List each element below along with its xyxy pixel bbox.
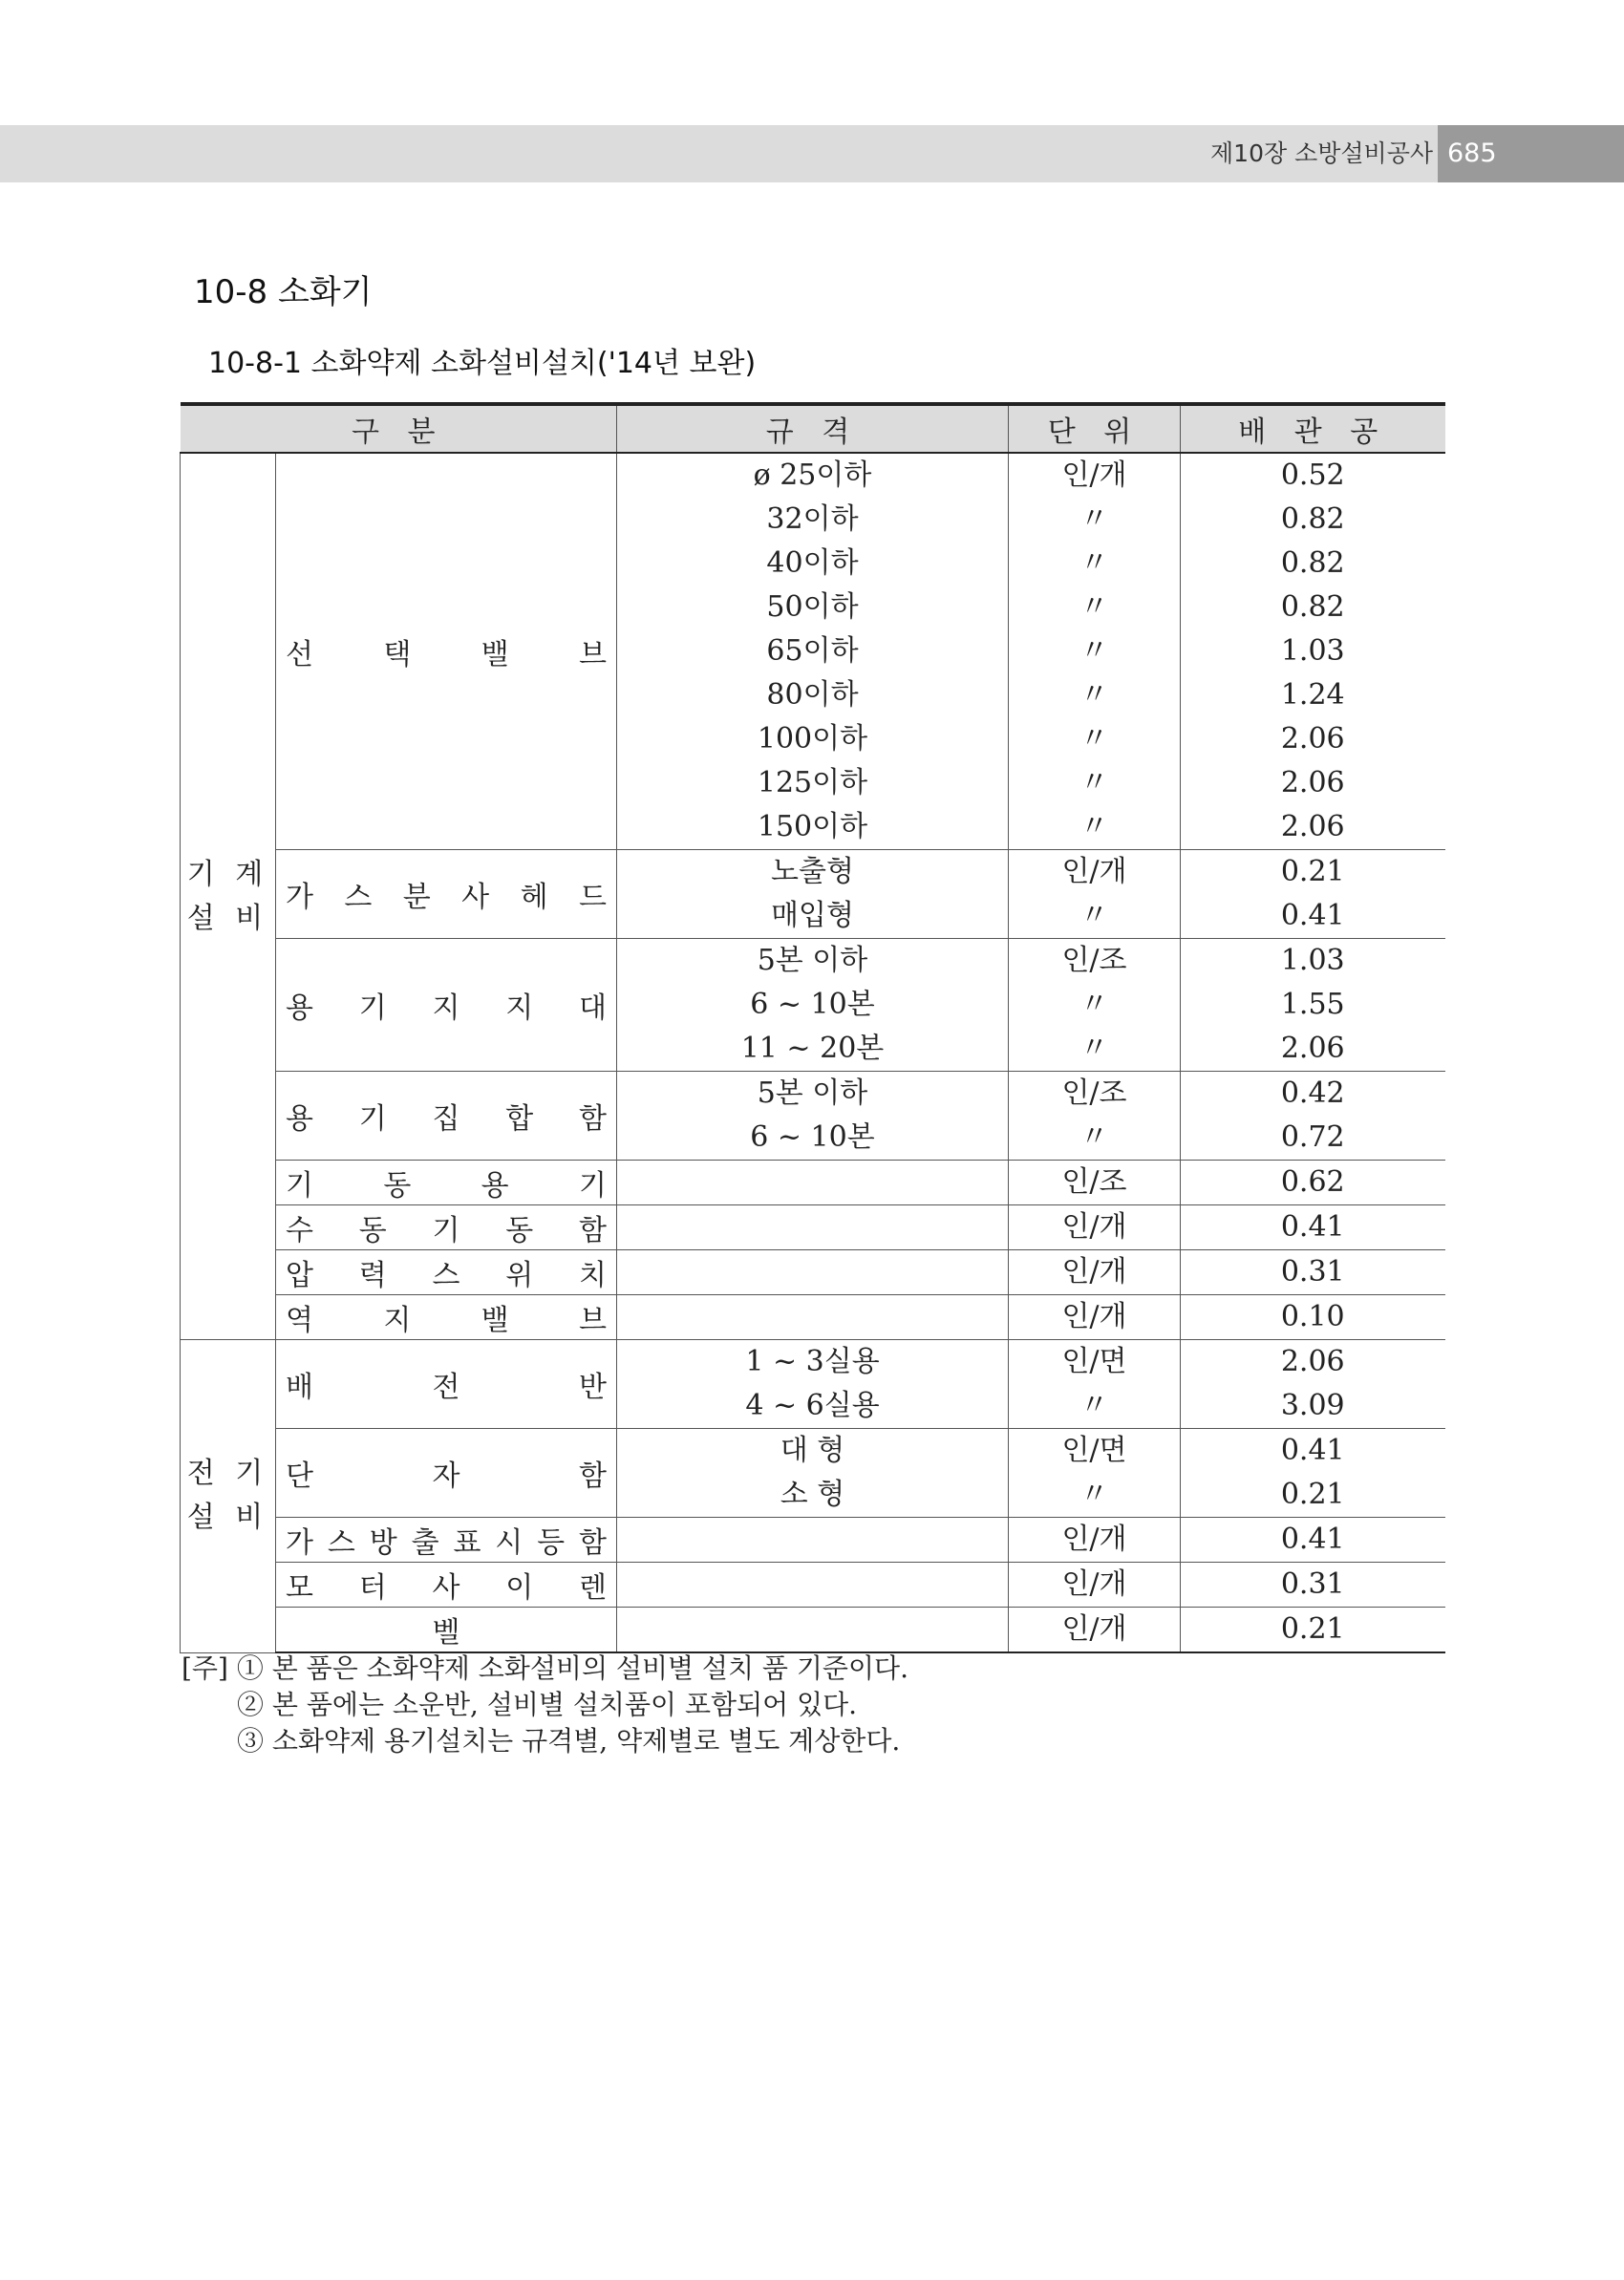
- spec-text: 11 ~ 20본: [740, 1032, 885, 1065]
- note-prefix: [주]: [182, 1652, 228, 1684]
- value-cell: [1181, 850, 1445, 939]
- header-division: 구 분: [181, 404, 617, 453]
- value-text: 0.82: [1280, 502, 1345, 536]
- spec-text: 6 ~ 10본: [750, 988, 875, 1021]
- spec-cell: [617, 850, 1009, 939]
- spec-text: 5본 이하: [757, 1076, 868, 1110]
- spec-cell: [617, 1563, 1009, 1608]
- item-name-char: 자: [432, 1460, 460, 1493]
- spec-text: 32이하: [766, 502, 859, 536]
- table-row: [181, 1563, 1445, 1608]
- item-name-char: 합: [505, 1102, 534, 1136]
- item-name-char: 위: [505, 1259, 534, 1292]
- item-name-char: 시: [495, 1526, 524, 1560]
- category-label: 설 비: [186, 1501, 269, 1535]
- note-line: [182, 1687, 908, 1723]
- item-name-char: 함: [579, 1102, 607, 1136]
- section-title: 10-8 소화기: [194, 273, 373, 311]
- unit-text: 인/개: [1061, 1567, 1127, 1601]
- item-name: [286, 1452, 607, 1494]
- item-name-char: 함: [579, 1526, 607, 1560]
- labor-table: [180, 402, 1445, 1653]
- item-name-char: 용: [286, 991, 313, 1025]
- item-name-char: 력: [358, 1259, 387, 1292]
- spec-cell: [617, 453, 1009, 850]
- value-cell: [1181, 939, 1445, 1072]
- spec-cell: [617, 1250, 1009, 1295]
- notes: [182, 1651, 908, 1759]
- value-cell: [1181, 1205, 1445, 1250]
- item-name-char: 이: [505, 1571, 534, 1605]
- spec-cell: [617, 1072, 1009, 1161]
- unit-text: 〃: [1079, 766, 1109, 799]
- unit-text: 인/개: [1061, 855, 1127, 888]
- table-row: [181, 1340, 1445, 1429]
- item-name: [286, 873, 607, 915]
- value-text: 0.42: [1280, 1076, 1345, 1110]
- item-name: [286, 1564, 607, 1606]
- item-name-char: 함: [579, 1214, 607, 1247]
- spec-cell: [617, 1518, 1009, 1563]
- spec-text: 소 형: [780, 1478, 845, 1511]
- item-name-char: 기: [432, 1214, 460, 1247]
- item-name: [286, 630, 607, 672]
- spec-text: 40이하: [766, 546, 859, 580]
- item-name: [286, 1161, 607, 1204]
- unit-text: 〃: [1079, 810, 1109, 843]
- value-text: 0.21: [1280, 1478, 1345, 1511]
- item-name-char: 지: [505, 991, 534, 1025]
- item-name-cell: [276, 939, 617, 1072]
- value-cell: [1181, 1161, 1445, 1205]
- value-cell: [1181, 1429, 1445, 1518]
- unit-text: 〃: [1079, 722, 1109, 756]
- item-name: [286, 1206, 607, 1248]
- category-label: 전 기: [186, 1457, 269, 1491]
- value-text: 0.21: [1280, 855, 1345, 888]
- value-text: 0.41: [1280, 899, 1345, 932]
- item-name-char: 스: [327, 1526, 355, 1560]
- value-text: 2.06: [1280, 722, 1345, 756]
- spec-text: 150이하: [757, 810, 868, 843]
- table-row: [181, 1161, 1445, 1205]
- table-row: [181, 1518, 1445, 1563]
- item-name-cell: [276, 1161, 617, 1205]
- unit-text: 인/조: [1061, 1165, 1127, 1199]
- item-name-char: 방: [369, 1526, 397, 1560]
- note-line: [182, 1723, 908, 1759]
- item-name-char: 대: [579, 991, 607, 1025]
- item-name: [286, 1519, 607, 1561]
- table-row: [181, 1205, 1445, 1250]
- spec-text: 65이하: [766, 634, 859, 668]
- header-unit: 단 위: [1009, 404, 1181, 453]
- item-name-cell: [276, 1608, 617, 1653]
- value-text: 0.82: [1280, 546, 1345, 580]
- item-name-char: 지: [383, 1304, 412, 1337]
- value-text: 1.03: [1280, 944, 1345, 977]
- item-name-char: 지: [432, 991, 460, 1025]
- spec-text: 대 형: [780, 1434, 845, 1467]
- spec-text: 100이하: [757, 722, 868, 756]
- value-text: 0.31: [1280, 1255, 1345, 1289]
- value-text: 1.55: [1280, 988, 1345, 1021]
- spec-cell: [617, 1205, 1009, 1250]
- item-name-char: 배: [286, 1371, 313, 1404]
- note-item: ② 본 품에는 소운반, 설비별 설치품이 포함되어 있다.: [237, 1689, 858, 1720]
- value-cell: [1181, 1563, 1445, 1608]
- unit-cell: [1009, 453, 1181, 850]
- spec-text: [617, 1563, 1008, 1607]
- spec-cell: [617, 1161, 1009, 1205]
- spec-text: 50이하: [766, 590, 859, 624]
- unit-cell: [1009, 939, 1181, 1072]
- table-row: [181, 1608, 1445, 1653]
- item-name-char: 치: [579, 1259, 607, 1292]
- spec-text: 노출형: [771, 855, 854, 888]
- value-text: 0.31: [1280, 1567, 1345, 1601]
- item-name: [286, 984, 607, 1026]
- item-name-char: 기: [358, 991, 387, 1025]
- item-name-char: 택: [383, 638, 412, 671]
- unit-text: 인/개: [1061, 1255, 1127, 1289]
- table-body: [181, 453, 1445, 1652]
- unit-cell: [1009, 1250, 1181, 1295]
- unit-text: 인/개: [1061, 1523, 1127, 1556]
- unit-text: 〃: [1079, 678, 1109, 712]
- item-name: 벨: [432, 1616, 460, 1650]
- note-item: ③ 소화약제 용기설치는 규격별, 약제별로 별도 계상한다.: [237, 1725, 901, 1757]
- item-name-cell: [276, 453, 617, 850]
- spec-text: 6 ~ 10본: [750, 1120, 875, 1154]
- subsection-title: 10-8-1 소화약제 소화설비설치('14년 보완): [208, 347, 757, 380]
- value-text: 3.09: [1280, 1389, 1345, 1422]
- value-text: 2.06: [1280, 1345, 1345, 1378]
- item-name-char: 기: [358, 1102, 387, 1136]
- item-name-char: 표: [453, 1526, 481, 1560]
- table-row: [181, 453, 1445, 850]
- item-name-cell: [276, 1250, 617, 1295]
- unit-text: 〃: [1079, 1120, 1109, 1154]
- item-name-char: 터: [358, 1571, 387, 1605]
- category-label: 설 비: [186, 901, 269, 935]
- unit-text: 〃: [1079, 1032, 1109, 1065]
- spec-text: ø 25이하: [753, 458, 872, 492]
- value-cell: [1181, 1295, 1445, 1340]
- item-name-char: 브: [578, 638, 607, 671]
- value-text: 1.03: [1280, 634, 1345, 668]
- value-text: 0.21: [1280, 1612, 1345, 1646]
- item-name-char: 동: [505, 1214, 534, 1247]
- table-row: [181, 850, 1445, 939]
- header-spec: 규 격: [617, 404, 1009, 453]
- item-name-cell: [276, 1072, 617, 1161]
- value-text: 2.06: [1280, 810, 1345, 843]
- item-name-char: 출: [411, 1526, 439, 1560]
- item-name-char: 모: [286, 1571, 313, 1605]
- unit-text: 〃: [1079, 546, 1109, 580]
- unit-cell: [1009, 1205, 1181, 1250]
- item-name-char: 분: [402, 881, 431, 914]
- value-cell: [1181, 1250, 1445, 1295]
- spec-cell: [617, 1429, 1009, 1518]
- item-name: [286, 1363, 607, 1405]
- item-name-char: 사: [461, 881, 490, 914]
- value-text: 2.06: [1280, 1032, 1345, 1065]
- unit-text: 인/면: [1061, 1434, 1127, 1467]
- table-row: [181, 1295, 1445, 1340]
- value-text: 2.06: [1280, 766, 1345, 799]
- unit-cell: [1009, 1295, 1181, 1340]
- spec-text: 5본 이하: [757, 944, 868, 977]
- item-name-char: 압: [286, 1259, 313, 1292]
- item-name-cell: [276, 1340, 617, 1429]
- value-text: 1.24: [1280, 678, 1345, 712]
- unit-text: 〃: [1079, 988, 1109, 1021]
- unit-cell: [1009, 1161, 1181, 1205]
- spec-text: 1 ~ 3실용: [745, 1345, 880, 1378]
- unit-text: 인/면: [1061, 1345, 1127, 1378]
- item-name-char: 용: [286, 1102, 313, 1136]
- item-name-cell: [276, 1563, 617, 1608]
- unit-text: 인/조: [1061, 944, 1127, 977]
- item-name-char: 헤: [520, 881, 548, 914]
- spec-text: [617, 1608, 1008, 1651]
- item-name-cell: [276, 1518, 617, 1563]
- value-text: 0.41: [1280, 1523, 1345, 1556]
- item-name-char: 기: [578, 1169, 607, 1203]
- table-row: [181, 1250, 1445, 1295]
- item-name-char: 함: [579, 1460, 607, 1493]
- spec-text: 4 ~ 6실용: [745, 1389, 880, 1422]
- value-text: 0.62: [1280, 1165, 1345, 1199]
- item-name-char: 가: [286, 1526, 313, 1560]
- unit-cell: [1009, 1429, 1181, 1518]
- spec-text: [617, 1161, 1008, 1204]
- spec-text: [617, 1205, 1008, 1249]
- item-name-char: 집: [432, 1102, 460, 1136]
- spec-cell: [617, 939, 1009, 1072]
- category-label: 기 계: [186, 857, 269, 891]
- unit-cell: [1009, 1340, 1181, 1429]
- header-labor: 배 관 공: [1181, 404, 1445, 453]
- unit-text: 인/개: [1061, 458, 1127, 492]
- item-name-cell: [276, 1429, 617, 1518]
- item-name-char: 단: [286, 1460, 313, 1493]
- table-row: [181, 939, 1445, 1072]
- item-name-char: 동: [358, 1214, 387, 1247]
- item-name-char: 가: [286, 881, 313, 914]
- item-name-char: 스: [432, 1259, 460, 1292]
- value-cell: [1181, 1340, 1445, 1429]
- table-row: [181, 1429, 1445, 1518]
- item-name-char: 브: [578, 1304, 607, 1337]
- item-name-char: 등: [537, 1526, 566, 1560]
- category-cell: [181, 453, 276, 1340]
- unit-text: 〃: [1079, 502, 1109, 536]
- item-name-char: 동: [383, 1169, 412, 1203]
- unit-text: 인/개: [1061, 1300, 1127, 1333]
- value-cell: [1181, 1072, 1445, 1161]
- unit-cell: [1009, 1518, 1181, 1563]
- item-name-char: 밸: [481, 1304, 509, 1337]
- unit-cell: [1009, 1608, 1181, 1653]
- unit-cell: [1009, 850, 1181, 939]
- item-name-char: 렌: [579, 1571, 607, 1605]
- spec-text: [617, 1295, 1008, 1339]
- item-name-char: 사: [432, 1571, 460, 1605]
- spec-text: 매입형: [771, 899, 854, 932]
- item-name-char: 수: [286, 1214, 313, 1247]
- item-name-char: 용: [481, 1169, 509, 1203]
- spec-cell: [617, 1295, 1009, 1340]
- spec-text: 80이하: [766, 678, 859, 712]
- item-name-char: 반: [579, 1371, 607, 1404]
- unit-cell: [1009, 1563, 1181, 1608]
- spec-text: [617, 1518, 1008, 1562]
- value-text: 0.10: [1280, 1300, 1345, 1333]
- spec-cell: [617, 1608, 1009, 1653]
- value-text: 0.41: [1280, 1210, 1345, 1244]
- item-name-char: 밸: [481, 638, 509, 671]
- unit-text: 〃: [1079, 634, 1109, 668]
- item-name-char: 스: [344, 881, 373, 914]
- unit-text: 인/개: [1061, 1210, 1127, 1244]
- value-text: 0.82: [1280, 590, 1345, 624]
- unit-text: 인/개: [1061, 1612, 1127, 1646]
- unit-cell: [1009, 1072, 1181, 1161]
- unit-text: 〃: [1079, 1389, 1109, 1422]
- unit-text: 인/조: [1061, 1076, 1127, 1110]
- table-header-row: [181, 404, 1445, 453]
- unit-text: 〃: [1079, 590, 1109, 624]
- item-name-cell: [276, 1205, 617, 1250]
- spec-text: [617, 1250, 1008, 1294]
- table-row: [181, 1072, 1445, 1161]
- value-text: 0.41: [1280, 1434, 1345, 1467]
- item-name-char: 선: [286, 638, 313, 671]
- category-cell: [181, 1340, 276, 1653]
- page-number: 685: [1438, 125, 1624, 182]
- note-line: [182, 1651, 908, 1687]
- item-name-cell: [276, 850, 617, 939]
- item-name-char: 역: [286, 1304, 313, 1337]
- item-name: [286, 1251, 607, 1293]
- note-item: ① 본 품은 소화약제 소화설비의 설비별 설치 품 기준이다.: [236, 1652, 908, 1684]
- value-cell: [1181, 1518, 1445, 1563]
- item-name-char: 기: [286, 1169, 313, 1203]
- item-name-cell: [276, 1295, 617, 1340]
- value-text: 0.72: [1280, 1120, 1345, 1154]
- item-name: [286, 1296, 607, 1338]
- chapter-title: 제10장 소방설비공사: [1210, 139, 1433, 167]
- item-name: [286, 1095, 607, 1137]
- spec-cell: [617, 1340, 1009, 1429]
- spec-text: 125이하: [757, 766, 868, 799]
- value-text: 0.52: [1280, 458, 1345, 492]
- item-name-char: 전: [432, 1371, 460, 1404]
- value-cell: [1181, 453, 1445, 850]
- item-name-char: 드: [578, 881, 607, 914]
- value-cell: [1181, 1608, 1445, 1653]
- unit-text: 〃: [1079, 899, 1109, 932]
- unit-text: 〃: [1079, 1478, 1109, 1511]
